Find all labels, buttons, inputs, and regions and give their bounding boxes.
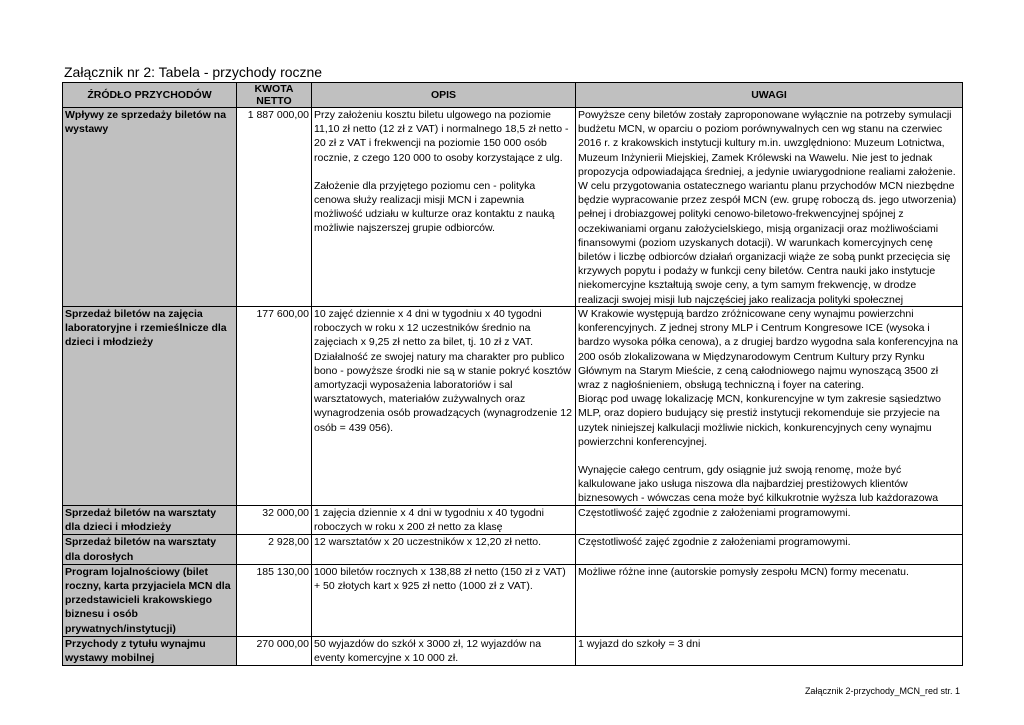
row-amount: 32 000,00 (237, 506, 312, 535)
header-remarks: UWAGI (576, 83, 963, 108)
remarks-paragraph: Powyższe ceny biletów zostały zaproponowane wyłącznie na potrzeby symulacji budżetu MCN, w oparciu o poziom porównywalnych cen wg stanu na czerwiec 2016 r. z krakowskich instytucji kultury m.in. uwzględniono: Muzeum Lotnictwa, Muzeum Inżynierii Miejskiej, Zamek Królewski na Wawelu. Nie jest to jednak propozycja odpowiadająca średniej, a jedynie uwiarygodnione realiami założenie. W celu przygotowania ostatecznego wariantu planu przychodów MCN niezbędne będzie wypracowanie przez zespół MCN (ew. grupę roboczą ds. jego utworzenia) pełnej i drobiazgowej polityki cenowo-biletowo-frekwencyjnej spójnej z oczekiwaniami organu założycielskiego, misją organizacji oraz możliwościami finansowymi (poziom uzyskanych dotacji). W warunkach komercyjnych cenę biletów i liczbę odbiorców działań organizacji wiąże ze sobą punkt przecięcia się krzywych popytu i podaży w funkcji ceny biletów. Centra nauki jako instytucje niekomercyjne kształtują swoje ceny, a tym samym frekwencję, w drodze realizacji swojej misji lub najczęściej jako realizacja polityki społecznej (578, 109, 957, 306)
row-description: 50 wyjazdów do szkół x 3000 zł, 12 wyjazdów na eventy komercyjne x 10 000 zł. (312, 636, 576, 665)
row-amount: 1 887 000,00 (237, 108, 312, 307)
row-amount: 185 130,00 (237, 564, 312, 636)
row-amount: 270 000,00 (237, 636, 312, 665)
revenue-table (62, 82, 963, 666)
row-remarks: Częstotliwość zajęć zgodnie z założeniami programowymi. (576, 506, 963, 535)
row-remarks (576, 108, 963, 307)
row-remarks: Częstotliwość zajęć zgodnie z założeniami programowymi. (576, 535, 963, 564)
remarks-paragraph: Wynajęcie całego centrum, gdy osiągnie już swoją renomę, może być kalkulowane jako usługa niszowa dla najbardziej prestiżowych klientów biznesowych - wówczas cena może być kilkukrotnie wyższa lub każdorazowa (578, 464, 939, 505)
row-remarks: 1 wyjazd do szkoły = 3 dni (576, 636, 963, 665)
row-source: Sprzedaż biletów na warsztaty dla dorosłych (63, 535, 237, 564)
table-row (63, 636, 963, 665)
row-source: Przychody z tytułu wynajmu wystawy mobilnej (63, 636, 237, 665)
header-amount: KWOTA NETTO (237, 83, 312, 108)
row-source: Sprzedaż biletów na warsztaty dla dzieci i młodzieży (63, 506, 237, 535)
row-amount: 177 600,00 (237, 307, 312, 506)
row-source: Program lojalnościowy (bilet roczny, karta przyjaciela MCN dla przedstawicieli krakowskiego biznesu i osób prywatnych/instytucji) (63, 564, 237, 636)
row-remarks: Możliwe różne inne (autorskie pomysły zespołu MCN) formy mecenatu. (576, 564, 963, 636)
row-description: 1000 biletów rocznych x 138,88 zł netto (150 zł z VAT) + 50 złotych kart x 925 zł netto (1000 zł z VAT). (312, 564, 576, 636)
page-title: Załącznik nr 2: Tabela - przychody roczne (64, 64, 323, 80)
row-amount: 2 928,00 (237, 535, 312, 564)
description-paragraph: Przy założeniu kosztu biletu ulgowego na poziomie 11,10 zł netto (12 zł z VAT) i normalnego 18,5 zł netto - 20 zł z VAT i frekwencji na poziomie 150 000 osób rocznie, z czego 120 000 to osoby korzystające z ulg. (314, 109, 569, 164)
table-row (63, 535, 963, 564)
row-source: Sprzedaż biletów na zajęcia laboratoryjne i rzemieślnicze dla dzieci i młodzieży (63, 307, 237, 506)
row-source: Wpływy ze sprzedaży biletów na wystawy (63, 108, 237, 307)
table-header-row (63, 83, 963, 108)
remarks-paragraph: W Krakowie występują bardzo zróżnicowane ceny wynajmu powierzchni konferencyjnych. Z jednej strony MLP i Centrum Kongresowe ICE (wysoka i bardzo wysoka półka cenowa), a z drugiej bardzo wygodna sala konferencyjna na 200 osób zlokalizowana w Międzynarodowym Centrum Kultury przy Rynku Głównym na Starym Mieście, z ceną całodniowego najmu wynoszącą 3500 zł wraz z nagłośnieniem, obsługą techniczną i foyer na catering. (578, 308, 958, 392)
row-remarks (576, 307, 963, 506)
row-description (312, 108, 576, 307)
table-row (63, 506, 963, 535)
description-paragraph: 10 zajęć dziennie x 4 dni w tygodniu x 40 tygodni roboczych w roku x 12 uczestników średnio na zajęciach x 9,25 zł netto za bilet, tj. 10 zł z VAT. Działalność ze swojej natury ma charakter pro publico bono - powyższe środki nie są w stanie pokryć kosztów amortyzacji wyposażenia laboratoriów i sal warsztatowych, materiałów zużywalnych oraz wynagrodzenia osób prowadzących (wynagrodzenie 12 osób = 439 056). (314, 308, 572, 434)
row-description: 12 warsztatów x 20 uczestników x 12,20 zł netto. (312, 535, 576, 564)
page-footer: Załącznik 2-przychody_MCN_red str. 1 (804, 686, 960, 696)
header-description: OPIS (312, 83, 576, 108)
table-row (63, 108, 963, 307)
description-paragraph: Założenie dla przyjętego poziomu cen - polityka cenowa służy realizacji misji MCN i zapewnia możliwość udziału w kulturze oraz kontaktu z nauką możliwie najszerszej grupie odbiorców. (314, 179, 555, 235)
table-row (63, 307, 963, 506)
remarks-paragraph: Biorąc pod uwagę lokalizację MCN, konkurencyjne w tym zakresie sąsiedztwo MLP, oraz dopiero budujący się prestiż instytucji rekomenduje sie przyjecie na uzytek niniejszej kalkulacji możliwie nickich, konkurencyjnych ceny wynajmu powierzchni konferencyjnej. (578, 393, 941, 448)
row-description: 1 zajęcia dziennie x 4 dni w tygodniu x 40 tygodni roboczych w roku x 200 zł netto za klasę (312, 506, 576, 535)
row-description (312, 307, 576, 506)
table-row (63, 564, 963, 636)
header-source: ŹRÓDŁO PRZYCHODÓW (63, 83, 237, 108)
